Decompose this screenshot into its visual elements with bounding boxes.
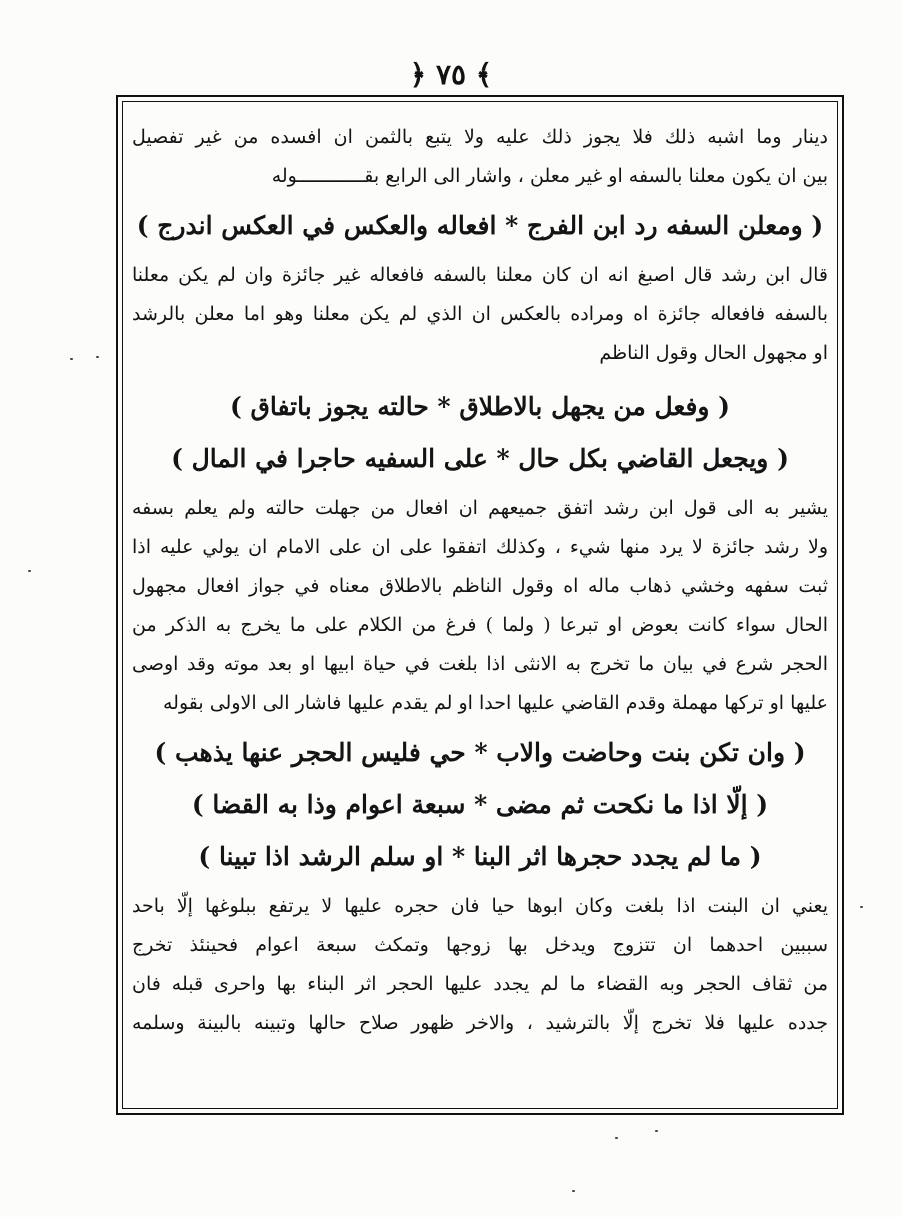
prose-line: جدده عليها فلا تخرج إلّا بالترشيد ، والاخر ظهور صلاح حالها وتبينه بالبينة وسلمه [132,1012,828,1034]
prose-line: من ثقاف الحجر وبه القضاء ما لم يجدد عليها الحجر اثر البناء بها واحرى قبله فان [132,973,828,995]
prose-line: يعني ان البنت اذا بلغت وكان ابوها حيا فان حجره عليها لا يرتفع ببلوغها إلّا باحد [132,895,828,917]
verse-line: ( وفعل من يجهل بالاطلاق * حالته يجوز باتفاق ) [229,392,730,421]
verse-line: ( وان تكن بنت وحاضت والاب * حي فليس الحجر عنها يذهب ) [154,738,806,767]
prose-line: الحال سواء كانت بعوض او تبرعا ( ولما ) فرغ من الكلام على ما يخرج به الذكر من [132,614,828,636]
verse-line: ( ما لم يجدد حجرها اثر البنا * او سلم الرشد اذا تبينا ) [198,842,762,871]
prose-line: سببين احدهما ان تتزوج ويدخل بها زوجها وتمكث سبعة اعوام فحينئذ تخرج [132,934,828,956]
prose-line: قال ابن رشد قال اصبغ انه ان كان معلنا بالسفه فافعاله غير جائزة وان لم يكن معلنا [132,264,828,286]
prose-line: بين ان يكون معلنا بالسفه او غير معلن ، واشار الى الرابع بقــــــــــــوله [271,165,828,187]
prose-line: او مجهول الحال وقول الناظم [599,342,828,364]
prose-line: الحجر شرع في بيان ما تخرج به الانثى اذا بلغت في حياة ابيها او بعد موته وقد اوصى [132,653,828,675]
verse-line: ( إلّا اذا ما نكحت ثم مضى * سبعة اعوام وذا به القضا ) [191,790,769,819]
verse-line: ( ويجعل القاضي بكل حال * على السفيه حاجرا في المال ) [171,444,789,473]
page-text-block [132,118,828,1103]
prose-line: يشير به الى قول ابن رشد اتفق جميعهم ان افعال من جهلت حالته ولم يعلم بسفه [132,497,828,519]
prose-line: عليها او تركها مهملة وقدم القاضي عليها احدا او لم يقدم عليها فاشار الى الاولى بقوله [162,692,828,714]
prose-line: ولا رشد جائزة لا يرد منها شيء ، وكذلك اتفقوا على ان على الامام ان يولي عليه اذا [132,536,828,558]
prose-line: ثبت سفهه وخشي ذهاب ماله اه وقول الناظم بالاطلاق معناه في جواز افعال مجهول [132,575,828,597]
prose-line: دينار وما اشبه ذلك فلا يجوز ذلك عليه ولا يتبع بالثمن ان افسده من غير تفصيل [132,126,828,148]
page-number: ﴿ ٧٥ ﴾ [409,58,493,91]
prose-line: بالسفه فافعاله جائزة اه ومراده بالعكس ان الذي لم يكن معلنا وهو اما معلن بالرشد [132,303,828,325]
verse-line: ( ومعلن السفه رد ابن الفرج * افعاله والعكس في العكس اندرج ) [136,211,824,240]
